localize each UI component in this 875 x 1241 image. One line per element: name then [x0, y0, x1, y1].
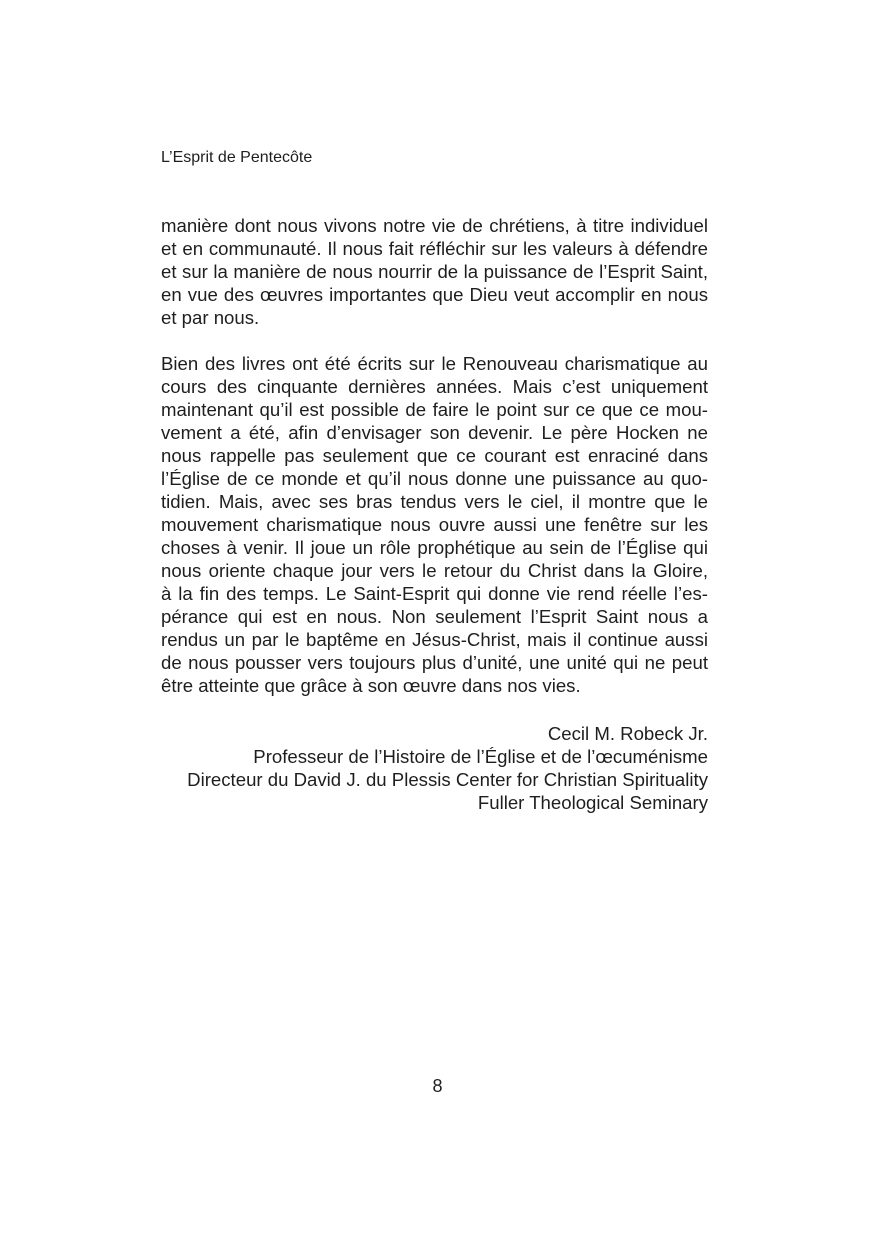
text-line: l’Église de ce monde et qu’il nous donne une puissance au quo-: [161, 468, 708, 489]
text-line: vement a été, afin d’envisager son devenir. Le père Hocken ne: [161, 422, 708, 443]
running-header: L’Esprit de Pentecôte: [161, 149, 313, 166]
signature-title-1: Professeur de l’Histoire de l’Église et de l’œcuménisme: [253, 746, 708, 767]
text-line: et par nous.: [161, 307, 260, 328]
signature-block: [187, 722, 708, 814]
text-line: tidien. Mais, avec ses bras tendus vers le ciel, il montre que le: [161, 491, 708, 512]
signature-institution: Fuller Theological Seminary: [477, 792, 708, 813]
paragraph-1: [161, 214, 708, 329]
signature-title-2: Directeur du David J. du Plessis Center for Christian Spirituality: [187, 769, 708, 790]
text-line: de nous pousser vers toujours plus d’unité, une unité qui ne peut: [161, 652, 708, 673]
signature-name: Cecil M. Robeck Jr.: [547, 723, 708, 744]
text-line: être atteinte que grâce à son œuvre dans nos vies.: [161, 675, 581, 696]
text-line: à la fin des temps. Le Saint-Esprit qui donne vie rend réelle l’es-: [161, 583, 708, 604]
page-number: 8: [432, 1076, 443, 1096]
text-line: et en communauté. Il nous fait réfléchir sur les valeurs à défendre: [161, 238, 708, 259]
text-line: et sur la manière de nous nourrir de la puissance de l’Esprit Saint,: [161, 261, 708, 282]
text-line: choses à venir. Il joue un rôle prophétique au sein de l’Église qui: [161, 537, 708, 558]
text-line: en vue des œuvres importantes que Dieu veut accomplir en nous: [161, 284, 708, 305]
body-text: [161, 214, 708, 697]
text-line: cours des cinquante dernières années. Mais c’est uniquement: [161, 376, 708, 397]
text-line: nous oriente chaque jour vers le retour du Christ dans la Gloire,: [161, 560, 708, 581]
text-line: mouvement charismatique nous ouvre aussi une fenêtre sur les: [161, 514, 708, 535]
paragraph-2: [161, 352, 708, 697]
text-line: manière dont nous vivons notre vie de chrétiens, à titre individuel: [161, 215, 708, 236]
text-line: pérance qui est en nous. Non seulement l’Esprit Saint nous a: [161, 606, 708, 627]
text-line: nous rappelle pas seulement que ce courant est enraciné dans: [161, 445, 708, 466]
text-line: rendus un par le baptême en Jésus-Christ, mais il continue aussi: [161, 629, 708, 650]
text-line: Bien des livres ont été écrits sur le Renouveau charismatique au: [161, 353, 708, 374]
text-line: maintenant qu’il est possible de faire le point sur ce que ce mou-: [161, 399, 708, 420]
